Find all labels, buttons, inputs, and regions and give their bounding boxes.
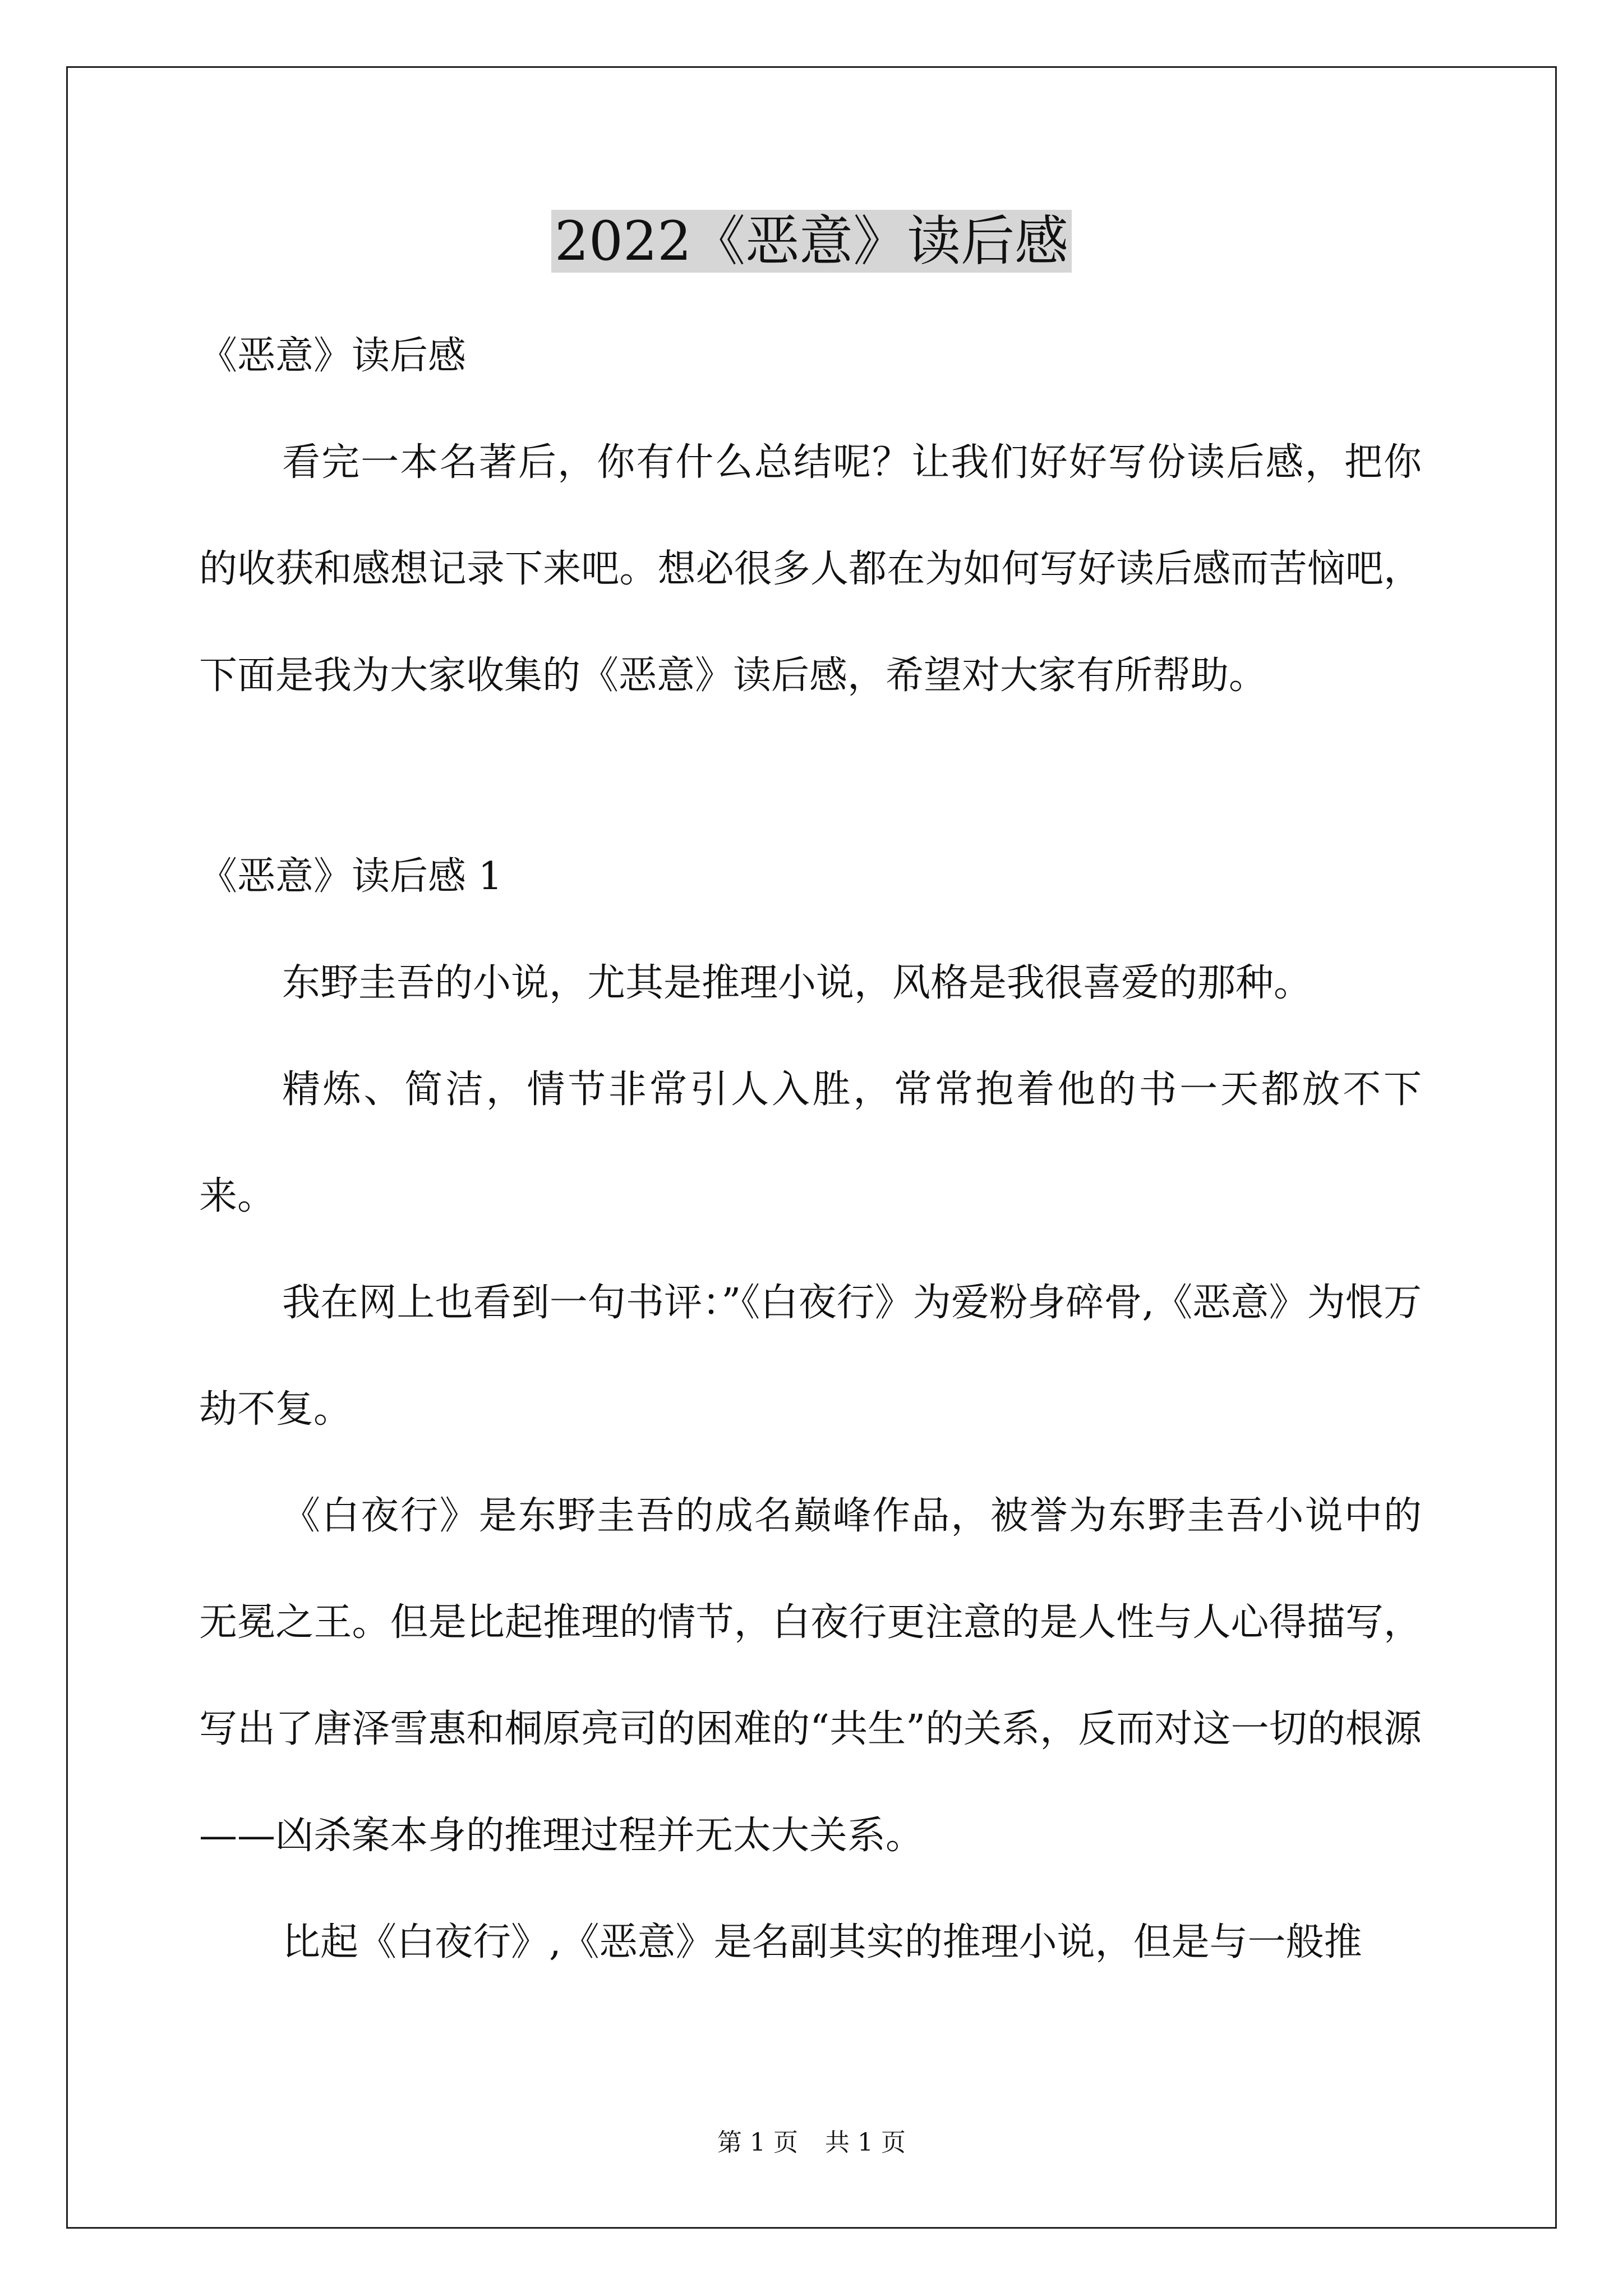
intro-paragraph: 看完一本名著后，你有什么总结呢？让我们好好写份读后感，把你的收获和感想记录下来吧。想必很多人都在为如何写好读后感而苦恼吧，下面是我为大家收集的《恶意》读后感，希望对大家有所帮助。 <box>199 440 1422 698</box>
body-paragraph: 精炼、简洁，情节非常引人入胜，常常抱着他的书一天都放不下来。 <box>199 1068 1422 1218</box>
page-number: 第 1 页 <box>717 2128 798 2157</box>
section-heading: 《恶意》读后感 1 <box>199 854 502 899</box>
document-title <box>0 202 1623 280</box>
body-paragraph: 我在网上也看到一句书评：”《白夜行》为爱粉身碎骨,《恶意》为恨万劫不复。 <box>199 1281 1422 1432</box>
section-spacer <box>199 729 1422 823</box>
document-title-text: 2022《恶意》读后感 <box>551 210 1072 273</box>
page-footer <box>0 2126 1623 2160</box>
body-paragraph: 《白夜行》是东野圭吾的成名巅峰作品，被誉为东野圭吾小说中的无冕之王。但是比起推理的情节，白夜行更注意的是人性与人心得描写，写出了唐泽雪惠和桐原亮司的困难的“共生”的关系，反而对这一切的根源——凶杀案本身的推理过程并无太大关系。 <box>199 1494 1422 1858</box>
document-body <box>199 303 1422 1996</box>
body-paragraph: 东野圭吾的小说，尤其是推理小说，风格是我很喜爱的那种。 <box>282 961 1312 1005</box>
intro-heading: 《恶意》读后感 <box>199 334 467 378</box>
body-paragraph: 比起《白夜行》,《恶意》是名副其实的推理小说，但是与一般推 <box>282 1920 1362 1964</box>
page-total: 共 1 页 <box>825 2128 906 2157</box>
